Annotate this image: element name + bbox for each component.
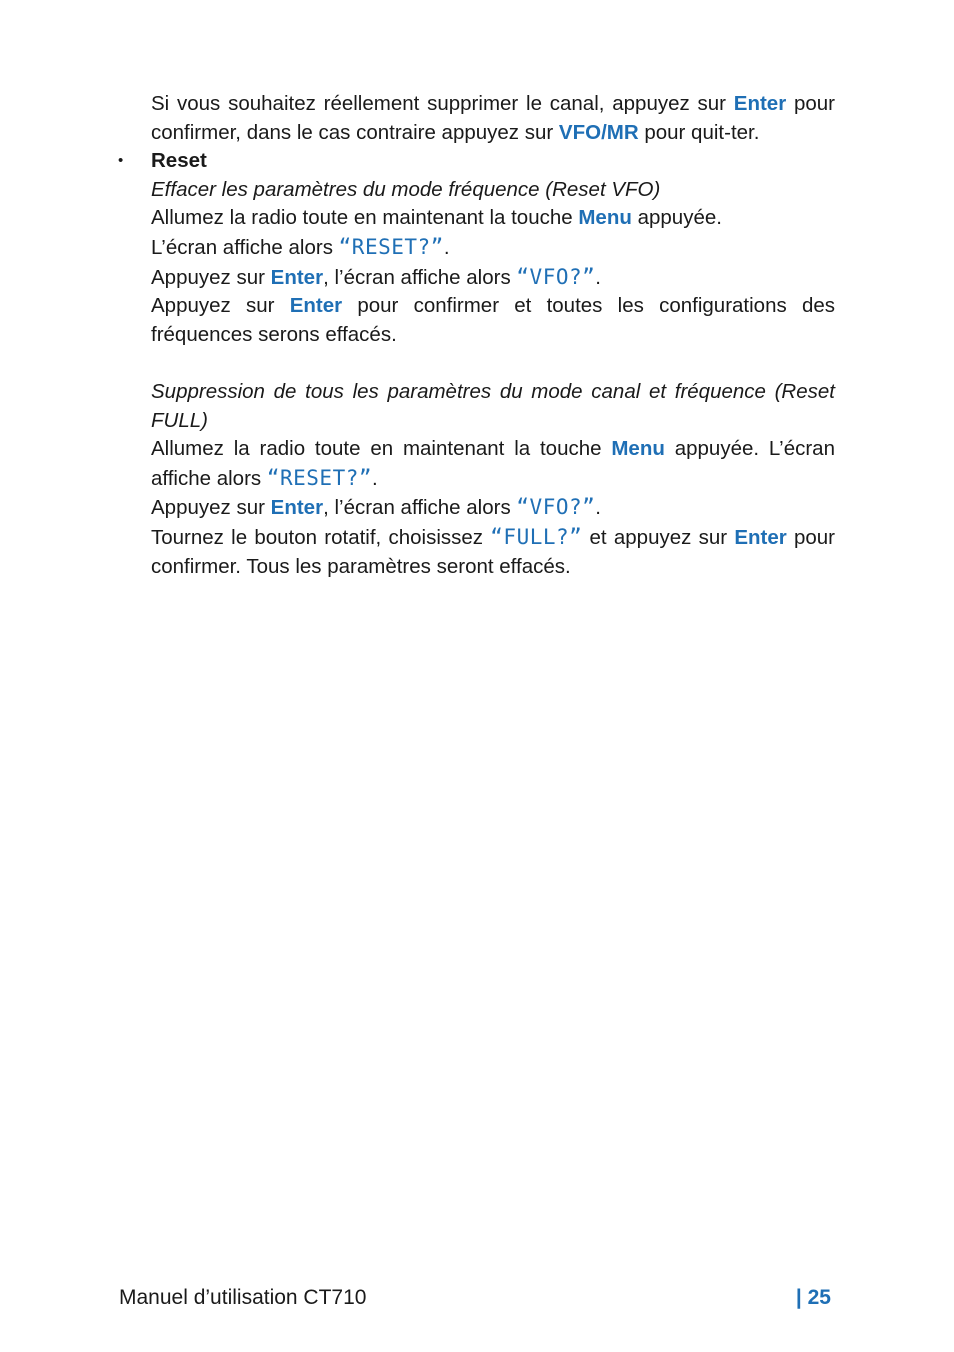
text: Appuyez sur bbox=[151, 496, 271, 520]
paragraph-press-enter-full bbox=[151, 493, 835, 523]
lcd-reset: “RESET?” bbox=[266, 465, 373, 490]
reset-title: Reset bbox=[151, 149, 207, 173]
lcd-vfo: “VFO?” bbox=[516, 264, 596, 289]
text: appuyée. L’écran affiche alors bbox=[151, 437, 835, 490]
paragraph-select-full bbox=[151, 523, 835, 581]
text: pour confirmer. Tous les paramètres seront effacés. bbox=[151, 525, 835, 578]
reset-full-heading: Suppression de tous les paramètres du mode canal et fréquence (Reset FULL) bbox=[151, 379, 835, 432]
text: Allumez la radio toute en maintenant la touche bbox=[151, 206, 579, 230]
text: Appuyez sur bbox=[151, 294, 290, 318]
lcd-vfo: “VFO?” bbox=[516, 495, 596, 520]
text: Appuyez sur bbox=[151, 265, 271, 289]
reset-vfo-heading: Effacer les paramètres du mode fréquence (Reset VFO) bbox=[151, 177, 661, 201]
paragraph-confirm-vfo bbox=[151, 292, 835, 349]
text: Si vous souhaitez réellement supprimer le canal, appuyez sur bbox=[151, 92, 734, 115]
text: . bbox=[372, 466, 378, 490]
key-menu: Menu bbox=[578, 206, 632, 230]
reset-bullet-item bbox=[118, 147, 835, 176]
text: . bbox=[595, 496, 601, 520]
key-enter: Enter bbox=[734, 525, 787, 549]
key-enter: Enter bbox=[270, 265, 324, 289]
text: et appuyez sur bbox=[582, 525, 735, 549]
text: Tournez le bouton rotatif, choisissez bbox=[151, 525, 491, 549]
bullet-marker: • bbox=[118, 152, 124, 170]
paragraph-power-on-full bbox=[151, 435, 835, 493]
lcd-full: “FULL?” bbox=[490, 524, 583, 549]
lcd-reset: “RESET?” bbox=[338, 234, 444, 259]
text: Allumez la radio toute en maintenant la touche bbox=[151, 437, 612, 461]
paragraph-delete-channel bbox=[151, 90, 835, 147]
text: pour confirmer, dans le cas contraire appuyez sur bbox=[151, 92, 835, 144]
text: pour confirmer et toutes les configurations des fréquences serons effacés. bbox=[151, 294, 835, 346]
spacer bbox=[151, 349, 835, 378]
key-menu: Menu bbox=[611, 437, 665, 461]
text: appuyée. bbox=[631, 206, 722, 230]
paragraph-power-on-vfo bbox=[151, 204, 835, 262]
document-body bbox=[118, 90, 835, 581]
text: . bbox=[443, 235, 450, 259]
text: , l’écran affiche alors bbox=[323, 496, 517, 520]
manual-title: Manuel d’utilisation CT710 bbox=[119, 1286, 367, 1309]
paragraph-press-enter-vfo bbox=[151, 263, 835, 293]
page-number: | 25 bbox=[795, 1286, 831, 1309]
key-vfo-mr: VFO/MR bbox=[558, 120, 639, 144]
text: pour quit-ter. bbox=[638, 120, 760, 144]
key-enter: Enter bbox=[270, 496, 324, 520]
key-enter: Enter bbox=[733, 92, 787, 115]
key-enter: Enter bbox=[289, 294, 343, 318]
text: . bbox=[595, 265, 601, 289]
text: L’écran affiche alors bbox=[151, 235, 339, 259]
text: , l’écran affiche alors bbox=[323, 265, 517, 289]
